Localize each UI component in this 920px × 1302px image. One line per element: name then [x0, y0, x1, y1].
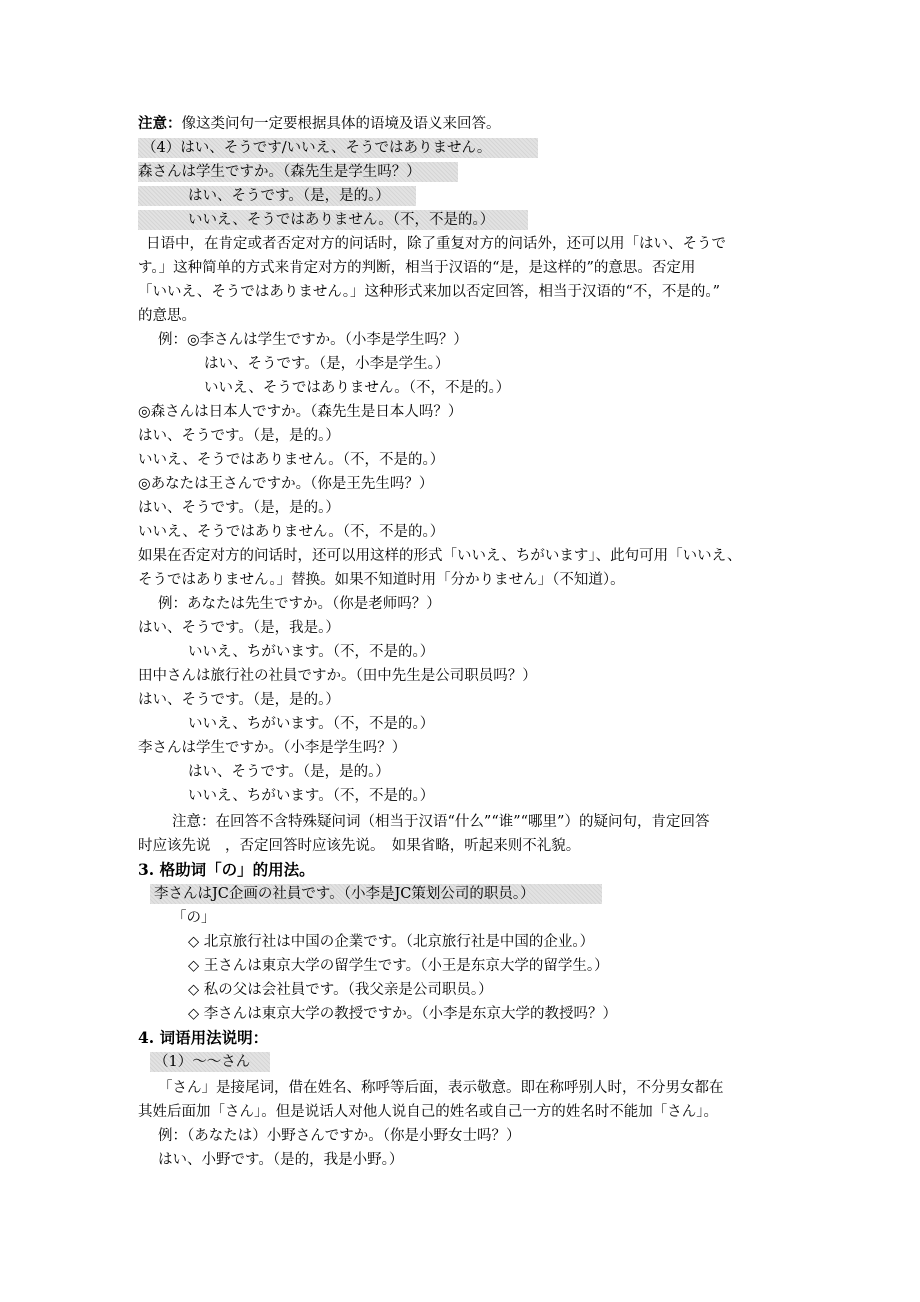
example-line: いいえ、そうではありません。（不，不是的。） — [138, 524, 445, 540]
example-line: はい、小野です。（是的，我是小野。） — [158, 1152, 404, 1168]
example-question: 森さんは学生ですか。（森先生是学生吗？） — [138, 162, 458, 182]
note-label: 注意： — [138, 115, 182, 132]
bullet-example: ◇ 私の父は会社員です。（我父亲是公司职员。） — [188, 982, 493, 998]
example-line: いいえ、ちがいます。（不，不是的。） — [188, 644, 435, 660]
example-line: 例：あなたは先生ですか。（你是老师吗？） — [158, 596, 441, 612]
example-line: はい、そうです。（是，我是。） — [138, 620, 340, 636]
example-line: はい、そうです。（是，小李是学生。） — [204, 356, 450, 372]
example-line: はい、そうです。（是，是的。） — [138, 500, 340, 516]
example-line: ◎森さんは日本人ですか。（森先生是日本人吗？） — [138, 404, 463, 420]
example-line: いいえ、そうではありません。（不，不是的。） — [204, 380, 511, 396]
example-line: はい、そうです。（是，是的。） — [188, 764, 390, 780]
section-heading-3: 3. 格助词「の」的用法。 — [138, 860, 315, 879]
paragraph-line: 「いいえ、そうではありません。」这种形式来加以否定回答，相当于汉语的“不，不是的。” — [138, 284, 721, 300]
note-line — [138, 114, 501, 134]
note-paragraph: 注意：在回答不含特殊疑问词（相当于汉语“什么”“谁”“哪里”）的疑问句，肯定回答 — [172, 814, 710, 830]
paragraph-line: す。」这种简单的方式来肯定对方的判断，相当于汉语的“是，是这样的”的意思。否定用 — [138, 260, 696, 276]
example-line: いいえ、そうではありません。（不，不是的。） — [138, 452, 445, 468]
example-line: 田中さんは旅行社の社員ですか。（田中先生是公司职员吗？） — [138, 668, 537, 684]
subheading-4: （4）はい、そうです/いいえ、そうではありません。 — [138, 138, 538, 158]
paragraph-line: 其姓后面加「さん」。但是说话人对他人说自己的姓名或自己一方的姓名时不能加「さん」。 — [138, 1104, 718, 1120]
subheading-1: （1）～～さん — [150, 1052, 270, 1072]
bullet-example: ◇ 北京旅行社は中国の企業です。（北京旅行社是中国的企业。） — [188, 934, 595, 950]
example-line: 李さんは学生ですか。（小李是学生吗？） — [138, 740, 407, 756]
example-line: はい、そうです。（是，是的。） — [138, 692, 340, 708]
example-line: はい、そうです。（是，是的。） — [138, 428, 340, 444]
example-line: ◎あなたは王さんですか。（你是王先生吗？） — [138, 476, 434, 492]
example-answer-no: いいえ、そうではありません。（不，不是的。） — [138, 210, 528, 230]
highlighted-example: 李さんはJC企画の社員です。（小李是JC策划公司的职员。） — [150, 884, 602, 904]
example-line: 例：（あなたは）小野さんですか。（你是小野女士吗？） — [158, 1128, 521, 1144]
note-text: 像这类问句一定要根据具体的语境及语义来回答。 — [181, 116, 501, 132]
paragraph-line: そうではありません。」替换。如果不知道时用「分かりません」（不知道）。 — [138, 572, 625, 588]
paragraph-line: 如果在否定对方的问话时，还可以用这样的形式「いいえ、ちがいます」、此句可用「いいえ、 — [138, 548, 742, 564]
bullet-example: ◇ 李さんは東京大学の教授ですか。（小李是东京大学的教授吗？） — [188, 1006, 618, 1022]
section-heading-4: 4. 词语用法说明： — [138, 1028, 269, 1047]
paragraph-line: 「さん」是接尾词，借在姓名、称呼等后面，表示敬意。即在称呼别人时，不分男女都在 — [158, 1080, 724, 1096]
note-paragraph: 时应该先说 ，否定回答时应该先说。 如果省略，听起来则不礼貌。 — [138, 838, 581, 854]
bullet-example: ◇ 王さんは東京大学の留学生です。（小王是东京大学的留学生。） — [188, 958, 609, 974]
paragraph-line: 日语中，在肯定或者否定对方的问话时，除了重复对方的问话外，还可以用「はい、そうで — [146, 236, 726, 252]
example-line: いいえ、ちがいます。（不，不是的。） — [188, 716, 435, 732]
example-line: 例：◎李さんは学生ですか。（小李是学生吗？） — [158, 332, 468, 348]
paragraph-line: 的意思。 — [138, 308, 196, 324]
example-answer-yes: はい、そうです。（是，是的。） — [138, 186, 416, 206]
particle-label: 「の」 — [172, 910, 216, 926]
example-line: いいえ、ちがいます。（不，不是的。） — [188, 788, 435, 804]
